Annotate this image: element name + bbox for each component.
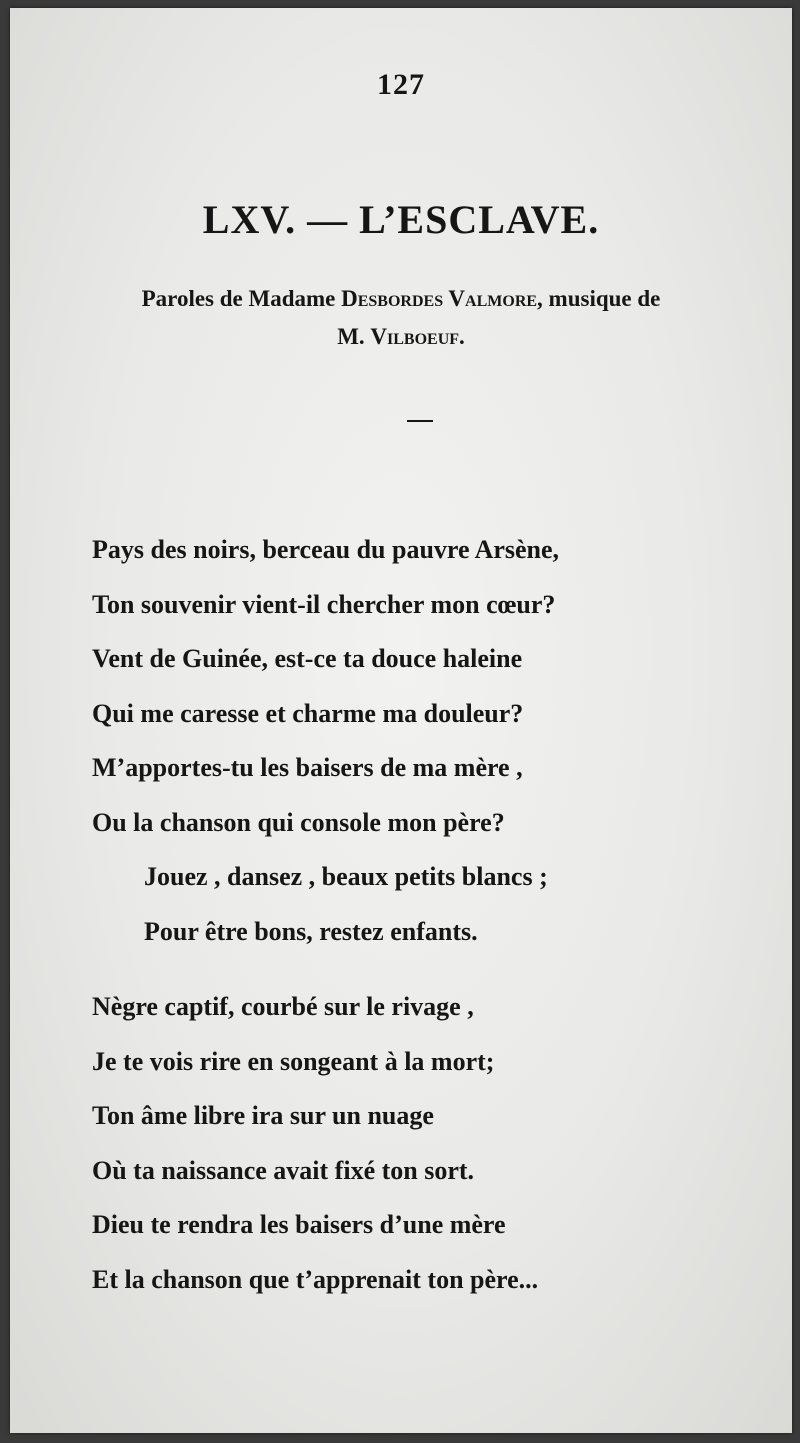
composer-suffix: .	[459, 324, 465, 349]
song-credits	[10, 280, 792, 356]
verse-line: Ou la chanson qui console mon père?	[92, 807, 505, 837]
book-page	[10, 8, 792, 1433]
song-title: LXV. — L’ESCLAVE.	[202, 197, 600, 242]
stanza-2	[92, 980, 538, 1307]
lyricist-name: Desbordes Valmore	[341, 286, 538, 311]
credits-music-prefix: , musique de	[537, 286, 661, 311]
section-divider	[407, 420, 433, 422]
verse-line: Nègre captif, courbé sur le rivage ,	[92, 992, 474, 1021]
composer-name: Vilboeuf	[370, 324, 460, 349]
refrain-line: Jouez , dansez , beaux petits blancs ;	[144, 862, 548, 891]
verse-line: Je te vois rire en songeant à la mort;	[92, 1046, 495, 1076]
verse-line: Ton souvenir vient-il chercher mon cœur?	[92, 589, 556, 619]
verse-line: Qui me caresse et charme ma douleur?	[92, 698, 524, 728]
credits-line-2	[10, 318, 792, 356]
verse-line: M’apportes-tu les baisers de ma mère ,	[92, 753, 523, 782]
verse-line: Pays des noirs, berceau du pauvre Arsène,	[92, 535, 560, 564]
page-number: 127	[377, 68, 425, 101]
verse-line: Vent de Guinée, est-ce ta douce haleine	[92, 644, 523, 673]
verse-line: Dieu te rendra les baisers d’une mère	[92, 1210, 506, 1239]
verse-line: Et la chanson que t’apprenait ton père...	[92, 1264, 539, 1294]
credits-paroles-prefix: Paroles de Madame	[141, 286, 342, 311]
verse-line: Ton âme libre ira sur un nuage	[92, 1101, 434, 1130]
stanza-1	[92, 523, 559, 959]
refrain-line: Pour être bons, restez enfants.	[144, 916, 478, 946]
composer-prefix: M.	[337, 324, 371, 349]
credits-line-1	[10, 280, 792, 318]
verse-line: Où ta naissance avait fixé ton sort.	[92, 1155, 475, 1185]
